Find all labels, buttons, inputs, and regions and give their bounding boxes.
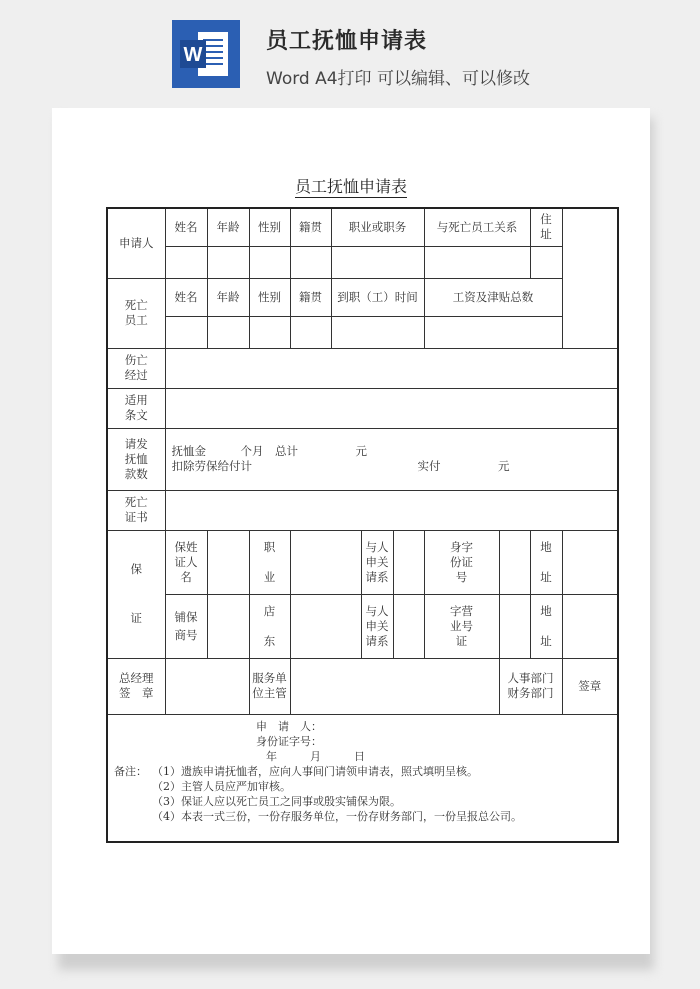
applicant-occupation-field[interactable] — [331, 246, 424, 278]
guarantor-address-field[interactable] — [562, 530, 618, 594]
note-2: （2）主管人员应严加审核。 — [152, 779, 291, 793]
hr-finance-label — [499, 658, 562, 714]
clause-label-text: 适用条文 — [124, 393, 148, 422]
note-3: （3）保证人应以死亡员工之同事或殷实铺保为限。 — [152, 794, 401, 808]
shop-relation-label — [361, 594, 393, 658]
footer-date: 年 月 日 — [266, 749, 365, 763]
note-1: （1）遗族申请抚恤者，应向人事间门请领申请表，照式填明呈核。 — [152, 764, 478, 778]
gm-signature-field[interactable] — [165, 658, 249, 714]
amount-label-text: 请发抚恤款数 — [124, 436, 148, 481]
deceased-label — [107, 278, 165, 348]
shop-address-field[interactable] — [562, 594, 618, 658]
amount-field[interactable] — [165, 428, 618, 490]
guarantor-address-label — [530, 530, 562, 594]
applicant-col-relation: 与死亡员工关系 — [424, 208, 530, 246]
deceased-col-gender: 性别 — [249, 278, 290, 316]
guarantee-label — [107, 530, 165, 658]
applicant-col-occupation: 职业或职务 — [331, 208, 424, 246]
deceased-hire-date-field[interactable] — [331, 316, 424, 348]
injury-label — [107, 348, 165, 388]
shop-name-label — [165, 594, 207, 658]
shop-relation-field[interactable] — [393, 594, 424, 658]
guarantor-id-label — [424, 530, 499, 594]
guarantee-label-top: 保 — [130, 562, 142, 576]
deceased-col-age: 年龄 — [207, 278, 249, 316]
guarantor-job-field[interactable] — [290, 530, 361, 594]
unit-supervisor-field[interactable] — [290, 658, 499, 714]
guarantor-name-field[interactable] — [207, 530, 249, 594]
notes-section — [107, 714, 618, 842]
applicant-address-field[interactable] — [530, 246, 562, 278]
shop-address-label — [530, 594, 562, 658]
deceased-age-field[interactable] — [207, 316, 249, 348]
guarantor-job-label — [249, 530, 290, 594]
document-page — [52, 108, 650, 954]
shop-license-field[interactable] — [499, 594, 530, 658]
deceased-col-name: 姓名 — [165, 278, 207, 316]
injury-field[interactable] — [165, 348, 618, 388]
guarantor-id-field[interactable] — [499, 530, 530, 594]
document-title-text: 员工抚恤申请表 — [294, 177, 407, 196]
guarantor-name-label-text: 保姓证人名 — [174, 539, 198, 584]
deceased-name-field[interactable] — [165, 316, 207, 348]
deceased-salary-field[interactable] — [424, 316, 562, 348]
applicant-col-age: 年龄 — [207, 208, 249, 246]
deceased-origin-field[interactable] — [290, 316, 331, 348]
gm-signature-label-text: 总经理签 章 — [119, 671, 154, 700]
unit-supervisor-label — [249, 658, 290, 714]
document-title — [52, 174, 650, 197]
applicant-col-address: 住 址 — [530, 208, 562, 246]
seal-label: 签章 — [562, 658, 618, 714]
shop-address-label-text: 地址 — [540, 604, 552, 648]
header — [0, 0, 700, 105]
footer-applicant: 申 请 人： — [256, 719, 322, 733]
notes-label: 备注： — [114, 764, 147, 778]
svg-text:W: W — [183, 44, 203, 66]
word-document-icon — [172, 20, 240, 88]
certificate-label-text: 死亡证书 — [124, 495, 148, 524]
guarantor-job-label-text: 职业 — [263, 540, 276, 584]
note-4: （4）本表一式三份，一份存服务单位，一份存财务部门，一份呈报总公司。 — [152, 809, 522, 823]
shop-license-label — [424, 594, 499, 658]
gm-signature-label — [107, 658, 165, 714]
deceased-col-origin: 籍贯 — [290, 278, 331, 316]
page-title: 员工抚恤申请表 — [266, 29, 428, 54]
unit-supervisor-label-text: 服务单位主管 — [252, 671, 287, 700]
applicant-col-gender: 性别 — [249, 208, 290, 246]
page-subtitle: Word A4打印 可以编辑、可以修改 — [266, 69, 530, 89]
deceased-label-text: 死亡员工 — [124, 298, 148, 327]
amount-line-1: 抚恤金 个月 总计 元 — [171, 444, 367, 458]
shop-name-field[interactable] — [207, 594, 249, 658]
shop-relation-label-text: 与人申关请系 — [365, 603, 389, 648]
guarantor-name-label — [165, 530, 207, 594]
applicant-gender-field[interactable] — [249, 246, 290, 278]
footer-id-number: 身份证字号： — [256, 734, 322, 748]
guarantee-label-bottom: 证 — [130, 611, 142, 625]
applicant-origin-field[interactable] — [290, 246, 331, 278]
shop-license-label-text: 字营业号证 — [450, 603, 473, 648]
deceased-col-hire-date: 到职（工）时间 — [331, 278, 424, 316]
applicant-relation-field[interactable] — [424, 246, 530, 278]
applicant-col-name: 姓名 — [165, 208, 207, 246]
deceased-gender-field[interactable] — [249, 316, 290, 348]
shop-owner-field[interactable] — [290, 594, 361, 658]
certificate-field[interactable] — [165, 490, 618, 530]
injury-label-text: 伤亡经过 — [124, 353, 148, 382]
clause-field[interactable] — [165, 388, 618, 428]
applicant-label: 申请人 — [107, 208, 165, 278]
shop-owner-label — [249, 594, 290, 658]
applicant-name-field[interactable] — [165, 246, 207, 278]
clause-label — [107, 388, 165, 428]
guarantor-relation-label — [361, 530, 393, 594]
guarantor-id-label-text: 身字份证号 — [450, 539, 473, 584]
certificate-label — [107, 490, 165, 530]
guarantor-relation-field[interactable] — [393, 530, 424, 594]
amount-label — [107, 428, 165, 490]
guarantor-address-label-text: 地址 — [540, 540, 552, 584]
shop-owner-label-text: 店东 — [263, 604, 276, 648]
hr-finance-label-text: 人事部门财务部门 — [507, 671, 554, 700]
applicant-age-field[interactable] — [207, 246, 249, 278]
applicant-col-origin: 籍贯 — [290, 208, 331, 246]
deceased-col-salary: 工资及津贴总数 — [424, 278, 562, 316]
application-form-table — [106, 207, 619, 843]
shop-name-label-text: 铺保商号 — [174, 610, 198, 642]
guarantor-relation-label-text: 与人申关请系 — [365, 539, 389, 584]
amount-actual: 实付 元 — [417, 459, 510, 473]
amount-deduction: 扣除劳保给付计 — [171, 459, 252, 473]
